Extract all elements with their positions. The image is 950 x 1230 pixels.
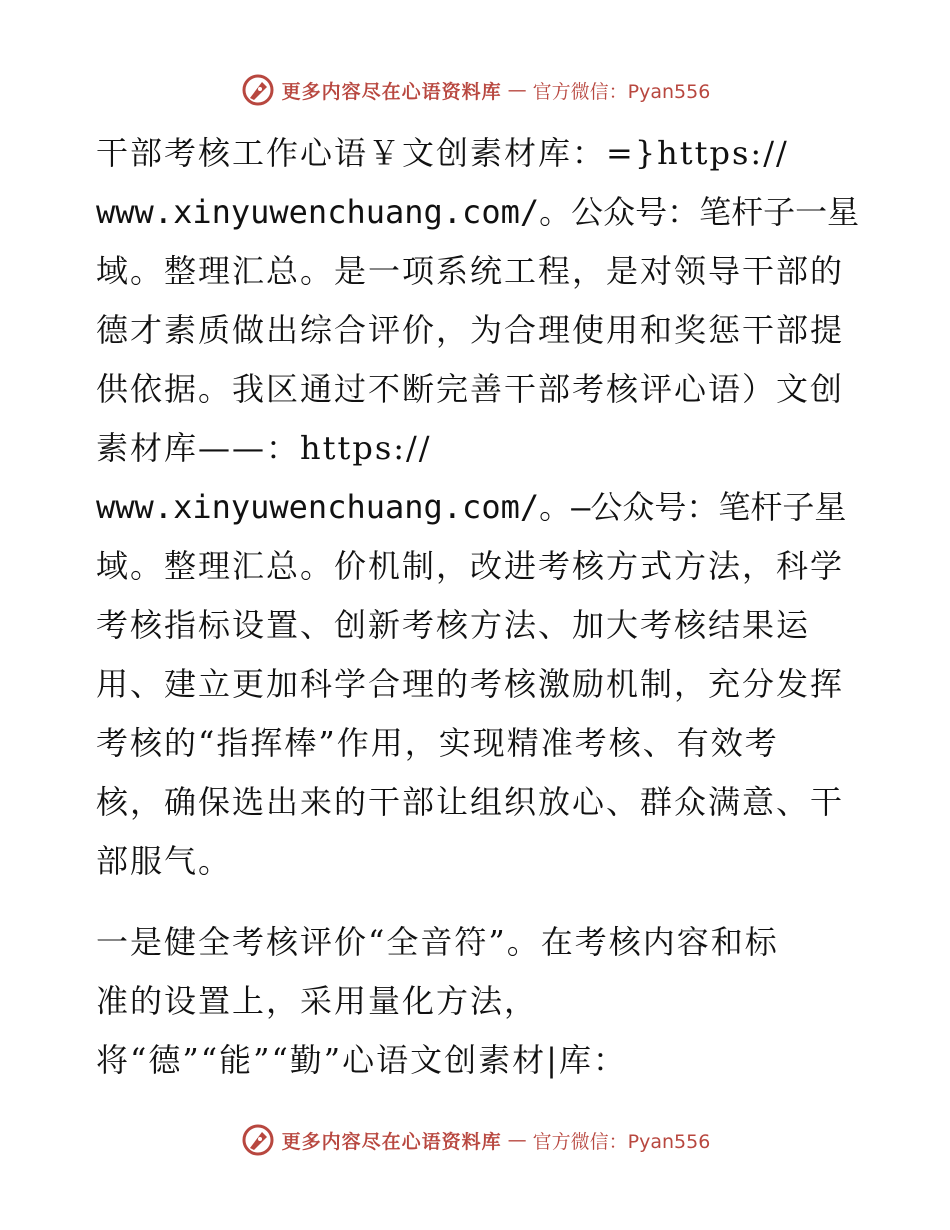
text-line: 核，确保选出来的干部让组织放心、群众满意、干 — [96, 783, 845, 821]
text-line: 考核指标设置、创新考核方法、加大考核结果运 — [96, 606, 811, 644]
pen-nib-logo-icon — [240, 72, 276, 108]
text-line: 将“德”“能”“勤”心语文创素材|库： — [96, 1041, 627, 1079]
text-line: 干部考核工作心语￥文创素材库：=}https:// — [96, 134, 789, 172]
text-line: 域。整理汇总。价机制，改进考核方式方法，科学 — [96, 547, 845, 585]
text-line: www.xinyuwenchuang.com/。公众号：笔杆子一星 — [96, 193, 860, 231]
banner-separator: — — [507, 79, 527, 101]
text-line: 德才素质做出综合评价，为合理使用和奖惩干部提 — [96, 311, 845, 349]
text-line: 考核的“指挥棒”作用，实现精准考核、有效考 — [96, 724, 779, 762]
paragraph-1 — [96, 124, 860, 891]
text-line: 域。整理汇总。是一项系统工程，是对领导干部的 — [96, 252, 845, 290]
paragraph-gap — [96, 891, 856, 913]
text-line: 供依据。我区通过不断完善干部考核评心语）文创 — [96, 370, 845, 408]
text-line: 一是健全考核评价“全音符”。在考核内容和标 — [96, 923, 779, 961]
banner-slogan: 更多内容尽在心语资料库 — [281, 80, 502, 103]
text-line: 用、建立更加科学合理的考核激励机制，充分发挥 — [96, 665, 845, 703]
document-body — [96, 124, 860, 1090]
banner-wechat: 官方微信：Pyan556 — [532, 80, 711, 103]
paragraph-2 — [96, 913, 856, 1090]
banner-slogan: 更多内容尽在心语资料库 — [281, 1130, 502, 1153]
text-line: 素材库——：https:// — [96, 429, 432, 467]
text-line: www.xinyuwenchuang.com/。—公众号：笔杆子星 — [96, 488, 847, 526]
text-line: 部服气。 — [96, 842, 233, 880]
banner-separator: — — [507, 1129, 527, 1151]
pen-nib-logo-icon — [240, 1122, 276, 1158]
banner-wechat: 官方微信：Pyan556 — [532, 1130, 711, 1153]
text-line: 准的设置上，采用量化方法， — [96, 982, 539, 1020]
footer-banner — [0, 1120, 950, 1160]
header-banner — [0, 70, 950, 110]
